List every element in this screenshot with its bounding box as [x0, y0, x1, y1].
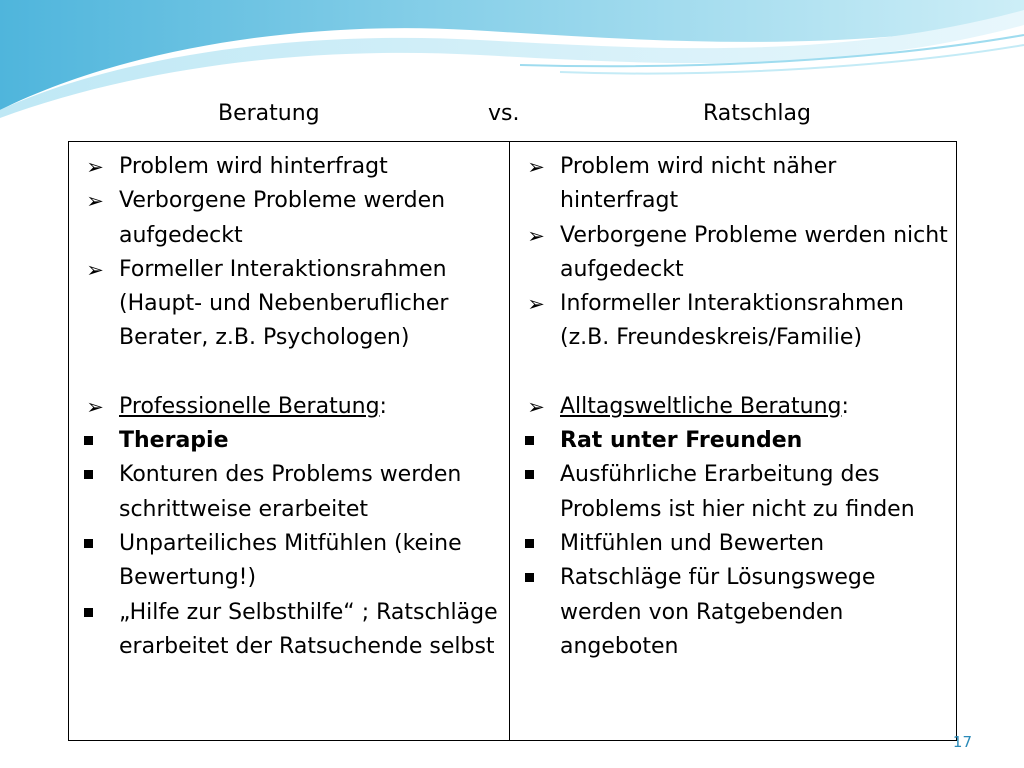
square-bullet-icon [525, 436, 534, 445]
header-vs: vs. [488, 101, 520, 126]
arrow-bullet-icon: ➢ [527, 155, 545, 179]
arrow-bullet-icon: ➢ [86, 394, 104, 419]
list-item: ➢ Formeller Interaktionsrahmen (Haupt- und Nebenberuflicher Berater, z.B. Psychologen) [69, 253, 509, 356]
list-spacer [69, 356, 509, 390]
arrow-bullet-icon: ➢ [86, 257, 104, 282]
page-number: 17 [952, 733, 972, 751]
comparison-table [68, 141, 957, 741]
list-item: Konturen des Problems werden schrittweise erarbeitet [69, 458, 509, 527]
list-item: Mitfühlen und Bewerten [510, 527, 956, 561]
list-item: ➢ Professionelle Beratung: [69, 390, 509, 424]
arrow-bullet-icon: ➢ [527, 394, 545, 419]
list-item: ➢ Problem wird nicht näher hinterfragt [510, 150, 956, 219]
right-list [510, 150, 956, 664]
header-ratschlag: Ratschlag [703, 101, 811, 126]
right-column [510, 142, 956, 740]
arrow-bullet-icon: ➢ [527, 223, 545, 248]
list-item: ➢ Verborgene Probleme werden nicht aufgedeckt [510, 219, 956, 288]
comparison-header [0, 101, 1024, 131]
header-beratung: Beratung [218, 101, 320, 126]
list-item: „Hilfe zur Selbsthilfe“ ; Ratschläge erarbeitet der Ratsuchende selbst [69, 596, 509, 665]
list-item: ➢ Informeller Interaktionsrahmen (z.B. Freundeskreis/Familie) [510, 287, 956, 356]
square-bullet-icon [84, 470, 93, 479]
square-bullet-icon [525, 539, 534, 548]
square-bullet-icon [525, 470, 534, 479]
list-item: Ratschläge für Lösungswege werden von Ratgebenden angeboten [510, 561, 956, 664]
list-item: Therapie [69, 424, 509, 458]
left-list [69, 150, 509, 664]
square-bullet-icon [525, 573, 534, 582]
arrow-bullet-icon: ➢ [86, 155, 104, 179]
list-item: ➢ Problem wird hinterfragt [69, 150, 509, 184]
square-bullet-icon [84, 608, 93, 617]
list-item: ➢ Alltagsweltliche Beratung: [510, 390, 956, 424]
list-spacer [510, 356, 956, 390]
list-item: Rat unter Freunden [510, 424, 956, 458]
arrow-bullet-icon: ➢ [86, 189, 104, 214]
list-item: ➢ Verborgene Probleme werden aufgedeckt [69, 184, 509, 253]
list-item: Ausführliche Erarbeitung des Problems ist hier nicht zu finden [510, 458, 956, 527]
square-bullet-icon [84, 539, 93, 548]
arrow-bullet-icon: ➢ [527, 292, 545, 317]
left-column [69, 142, 510, 740]
square-bullet-icon [84, 436, 93, 445]
list-item: Unparteiliches Mitfühlen (keine Bewertung!) [69, 527, 509, 596]
